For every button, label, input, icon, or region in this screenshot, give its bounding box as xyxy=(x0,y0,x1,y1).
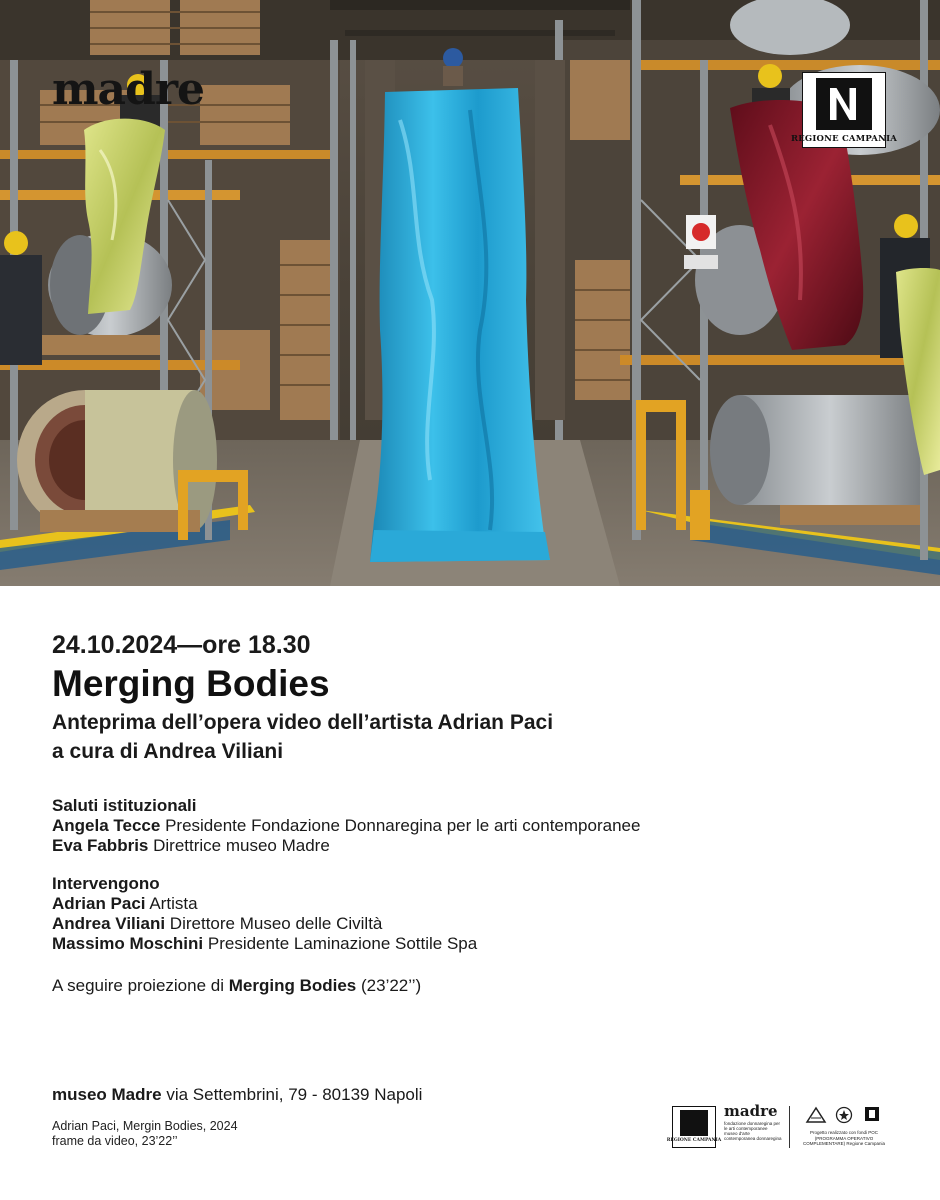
madre-logo: madre xyxy=(52,64,205,115)
regione-campania-logo xyxy=(790,72,898,148)
person-role: Direttrice museo Madre xyxy=(153,836,330,856)
regione-campania-label: REGIONE CAMPANIA xyxy=(790,134,898,144)
person-name: Adrian Paci xyxy=(52,894,146,914)
speaker xyxy=(52,914,892,934)
screening-note xyxy=(52,976,892,996)
logo-divider xyxy=(789,1106,790,1148)
credit-line-1: Adrian Paci, Mergin Bodies, 2024 xyxy=(52,1119,238,1133)
greetings-section xyxy=(52,796,892,856)
regione-campania-small-logo xyxy=(666,1106,722,1148)
madre-small-logo xyxy=(724,1104,782,1141)
greetings-person xyxy=(52,836,892,856)
person-role: Presidente Fondazione Donnaregina per le arti contemporanee xyxy=(165,816,641,836)
speaker xyxy=(52,894,892,914)
poc-emblem-icon xyxy=(805,1106,827,1124)
sponsor-logos xyxy=(666,1102,892,1152)
greetings-heading: Saluti istituzionali xyxy=(52,796,197,816)
regione-campania-emblem-icon xyxy=(816,78,872,130)
greetings-person xyxy=(52,816,892,836)
poc-caption: Progetto realizzato con fondi POC (PROGRAMMA OPERATIVO COMPLEMENTARE) Regione Campania xyxy=(803,1130,885,1146)
person-role: Artista xyxy=(149,894,198,914)
hero-image xyxy=(0,0,940,586)
event-subtitle xyxy=(52,709,892,766)
venue-street: via Settembrini, 79 - 80139 Napoli xyxy=(166,1085,423,1104)
event-date: 24.10.2024—ore 18.30 xyxy=(52,631,311,659)
speakers-heading: Intervengono xyxy=(52,874,160,894)
event-details xyxy=(52,632,892,996)
speaker xyxy=(52,934,892,954)
person-name: Eva Fabbris xyxy=(52,836,149,856)
person-role: Presidente Laminazione Sottile Spa xyxy=(207,934,478,954)
screening-prefix: A seguire proiezione di xyxy=(52,976,225,996)
subtitle-line-1: Anteprima dell’opera video dell’artista Adrian Paci xyxy=(52,711,554,735)
subtitle-line-2: a cura di Andrea Viliani xyxy=(52,739,284,763)
screening-duration: (23’22’’) xyxy=(361,976,422,996)
italian-republic-emblem-icon xyxy=(833,1106,855,1124)
speakers-section xyxy=(52,874,892,954)
person-name: Andrea Viliani xyxy=(52,914,166,934)
regione-emblem-icon xyxy=(680,1110,708,1136)
person-name: Angela Tecce xyxy=(52,816,161,836)
event-title: Merging Bodies xyxy=(52,662,330,704)
madre-small-subtitle: fondazione donnaregina per le arti contemporanee museo d'arte contemporanea donnaregina xyxy=(724,1121,782,1141)
person-name: Massimo Moschini xyxy=(52,934,204,954)
regione-mini-emblem-icon xyxy=(861,1106,883,1124)
regione-small-label: REGIONE CAMPANIA xyxy=(666,1138,722,1143)
credit-line-2: frame da video, 23’22’’ xyxy=(52,1134,178,1148)
image-credit xyxy=(52,1119,238,1149)
person-role: Direttore Museo delle Civiltà xyxy=(169,914,383,934)
venue-address xyxy=(52,1085,422,1105)
screening-film: Merging Bodies xyxy=(228,976,357,996)
madre-small-name: madre xyxy=(724,1102,778,1120)
venue-name: museo Madre xyxy=(52,1085,162,1104)
poc-logo-group xyxy=(796,1104,892,1147)
